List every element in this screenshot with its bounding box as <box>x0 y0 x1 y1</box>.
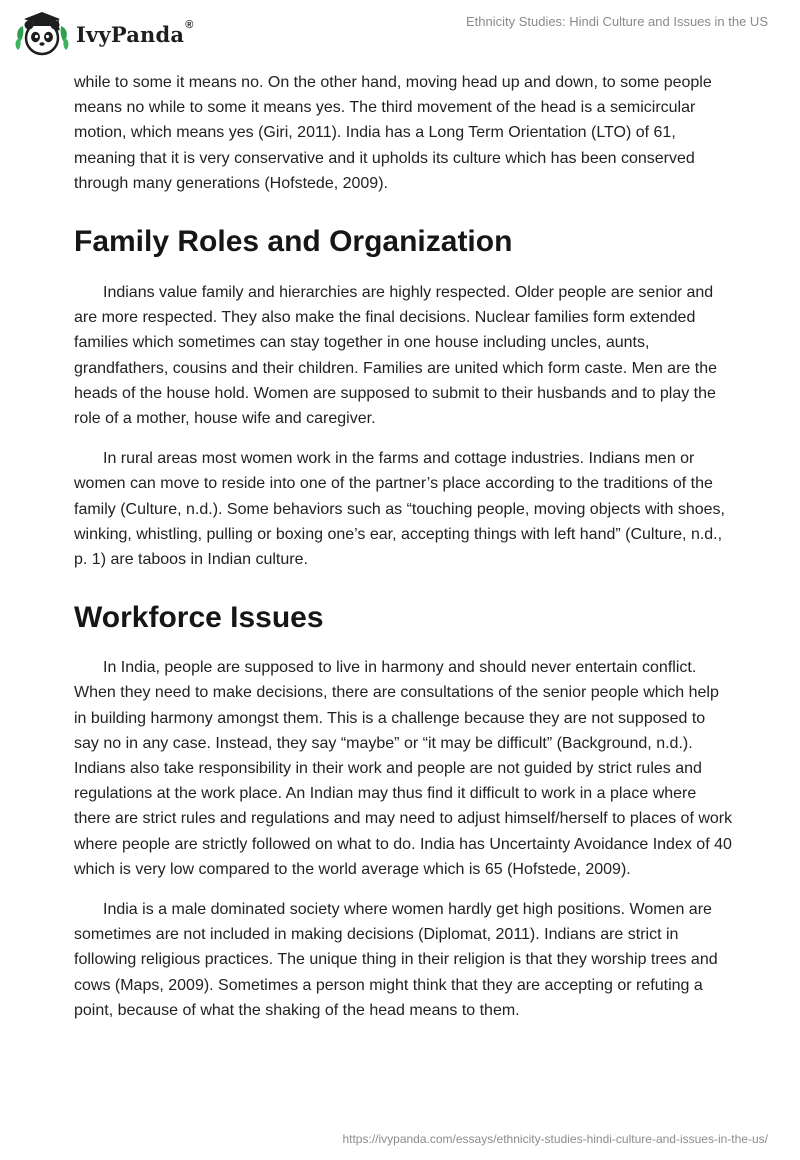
brand-name-text: IvyPanda <box>76 21 185 47</box>
ivypanda-logo[interactable] <box>14 8 194 58</box>
family-paragraph-2: In rural areas most women work in the farms and cottage industries. Indians men or women can move to reside into one of the partner’s place according to the traditions of the family (Culture, n.d.). Some behaviors such as “touching people, moving objects with shoes, winking, whistling, pulling or boxing one’s ear, accepting things with left hand” (Culture, n.d., p. 1) are taboos in Indian culture. <box>74 450 725 569</box>
essay-content <box>74 70 734 1023</box>
workforce-paragraph-2: India is a male dominated society where women hardly get high positions. Women are sometimes are not included in making decisions (Diplomat, 2011). Indians are strict in following religious practices. The unique thing in their religion is that they worship trees and cows (Maps, 2009). Sometimes a person might think that they are accepting or refuting a point, because of what the shaking of the head means to them. <box>74 901 718 1019</box>
document-title: Ethnicity Studies: Hindi Culture and Issues in the US <box>465 14 768 29</box>
brand-name <box>76 18 194 47</box>
page-header <box>0 0 800 66</box>
section-heading-workforce: Workforce Issues <box>74 601 324 635</box>
panda-graduate-icon <box>14 8 70 58</box>
intro-paragraph: while to some it means no. On the other hand, moving head up and down, to some people means no while to some it means yes. The third movement of the head is a semicircular motion, which means yes (Giri, 2011). India has a Long Term Orientation (LTO) of 61, meaning that it is very conservative and it upholds its culture which has been conserved through many generations (Hofstede, 2009). <box>74 74 712 192</box>
registered-mark: ® <box>185 18 194 31</box>
family-paragraph-1: Indians value family and hierarchies are highly respected. Older people are senior and are more respected. They also make the final decisions. Nuclear families form extended families which sometimes can stay together in one house including uncles, aunts, grandfathers, cousins and their children. Families are united which form caste. Men are the heads of the house hold. Women are supposed to submit to their husbands and to play the role of a mother, house wife and caregiver. <box>74 284 717 428</box>
section-heading-family: Family Roles and Organization <box>74 225 513 259</box>
workforce-paragraph-1: In India, people are supposed to live in harmony and should never entertain conflict. When they need to make decisions, there are consultations of the senior people which help in building harmony amongst them. This is a challenge because they are not supposed to say no in any case. Instead, they say “maybe” or “it may be difficult” (Background, n.d.). Indians also take responsibility in their work and people are not guided by strict rules and regulations at the work place. An Indian may thus find it difficult to work in a place where there are strict rules and regulations and may need to adjust himself/herself to places of work where people are strictly followed on what to do. India has Uncertainty Avoidance Index of 40 which is very low compared to the world average which is 65 (Hofstede, 2009). <box>74 659 733 878</box>
source-url[interactable]: https://ivypanda.com/essays/ethnicity-studies-hindi-culture-and-issues-in-the-us/ <box>342 1132 768 1146</box>
